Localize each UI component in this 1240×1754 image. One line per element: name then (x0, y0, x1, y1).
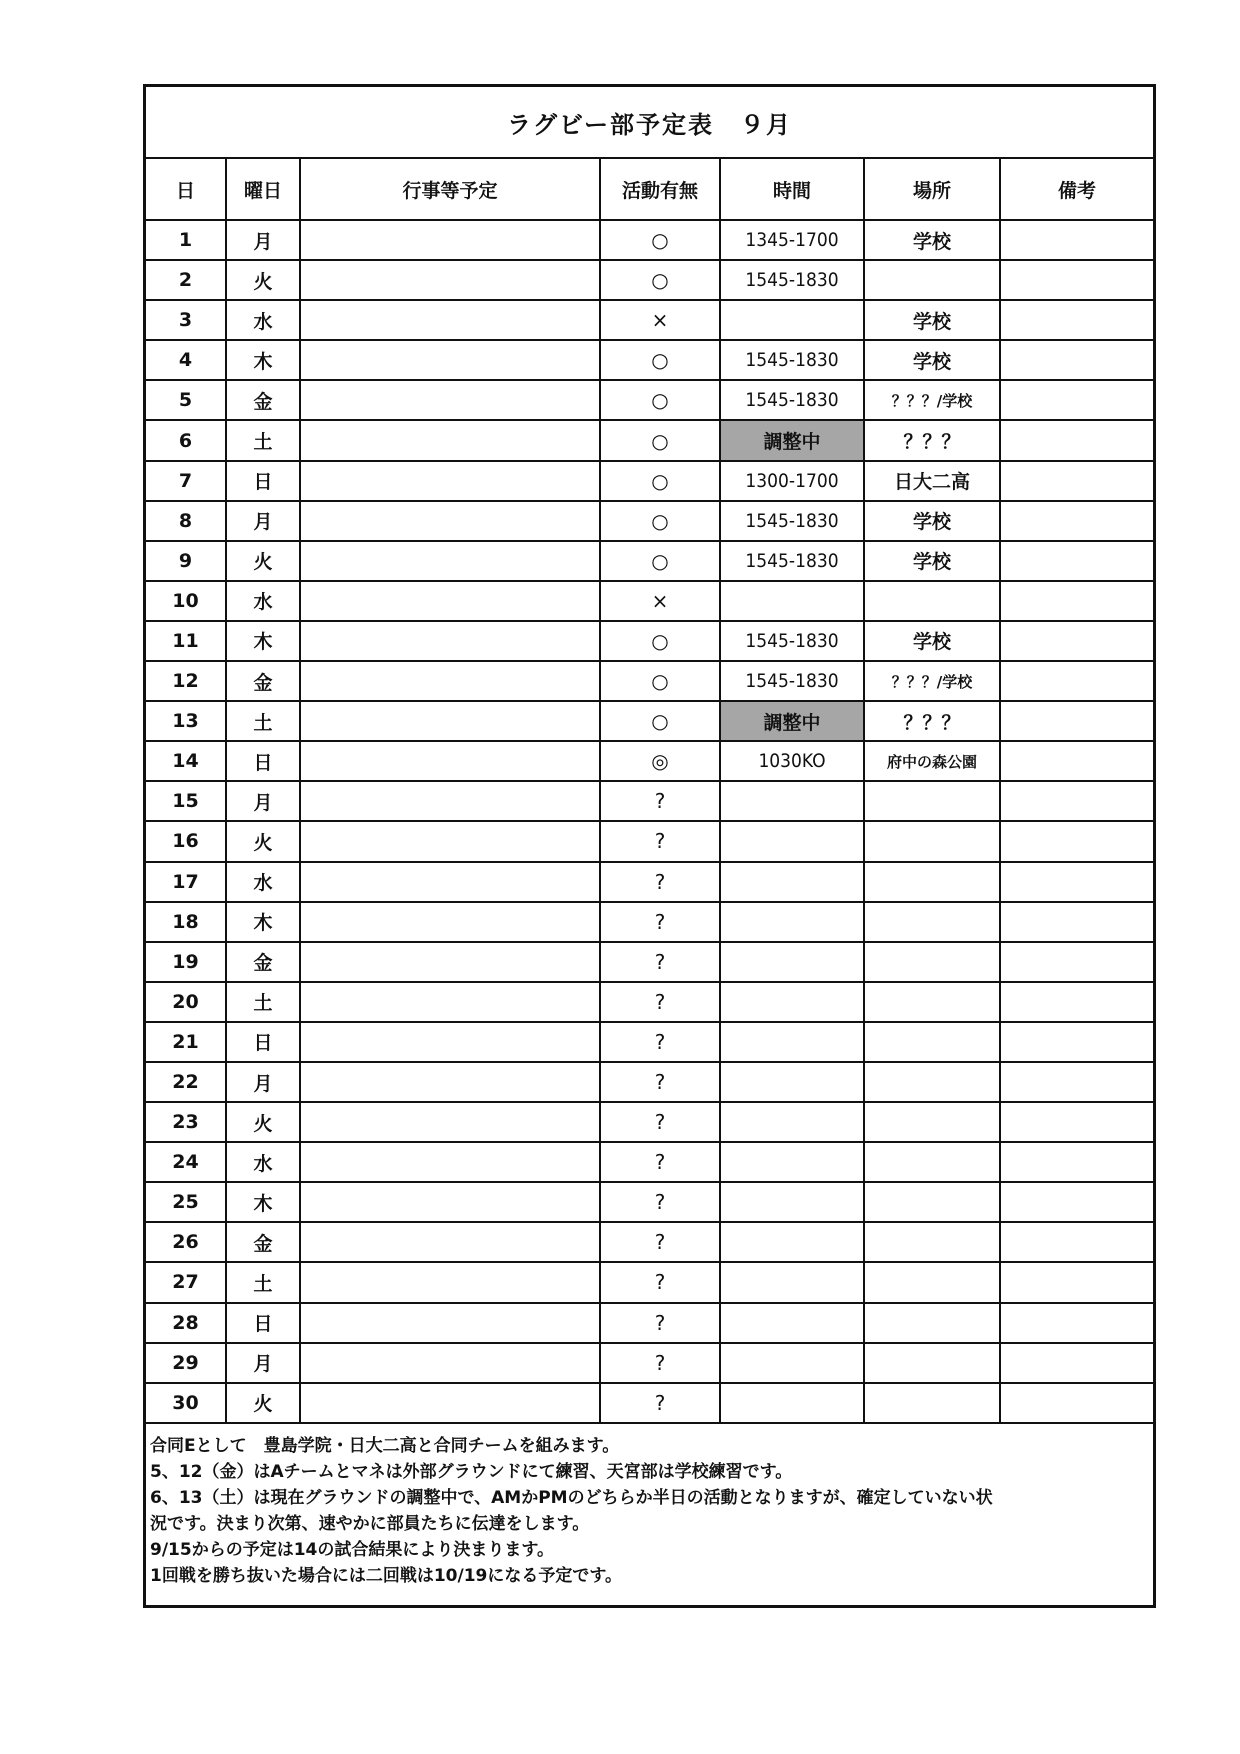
cell-place: ？？？ (864, 701, 1000, 741)
cell-note (1000, 781, 1153, 821)
cell-activity: ? (600, 862, 720, 902)
cell-event (300, 821, 600, 861)
cell-time (720, 1142, 864, 1182)
note-line: 合同Eとして 豊島学院・日大二高と合同チームを組みます。 (150, 1436, 620, 1456)
cell-time: 1545-1830 (720, 380, 864, 420)
cell-note (1000, 942, 1153, 982)
cell-note (1000, 300, 1153, 340)
cell-note (1000, 621, 1153, 661)
cell-place (864, 1343, 1000, 1383)
cell-time: 1545-1830 (720, 340, 864, 380)
cell-note (1000, 821, 1153, 861)
cell-activity: ○ (600, 380, 720, 420)
table-row (146, 1142, 1153, 1182)
cell-weekday: 月 (226, 220, 300, 260)
cell-place (864, 1142, 1000, 1182)
cell-weekday: 木 (226, 902, 300, 942)
cell-weekday: 金 (226, 942, 300, 982)
cell-place: 日大二高 (864, 461, 1000, 501)
cell-weekday: 月 (226, 1343, 300, 1383)
cell-time: 1545-1830 (720, 661, 864, 701)
cell-activity: ? (600, 1303, 720, 1343)
header-note: 備考 (1000, 159, 1153, 220)
cell-note (1000, 1102, 1153, 1142)
cell-place (864, 1383, 1000, 1423)
cell-weekday: 土 (226, 420, 300, 460)
note-line: 1回戦を勝ち抜いた場合には二回戦は10/19になる予定です。 (150, 1566, 622, 1586)
cell-event (300, 1222, 600, 1262)
cell-weekday: 日 (226, 1022, 300, 1062)
cell-weekday: 火 (226, 821, 300, 861)
cell-place: 学校 (864, 340, 1000, 380)
cell-place (864, 1303, 1000, 1343)
cell-day: 7 (146, 461, 226, 501)
cell-weekday: 月 (226, 1062, 300, 1102)
cell-day: 11 (146, 621, 226, 661)
cell-day: 25 (146, 1182, 226, 1222)
note-line: 6、13（土）は現在グラウンドの調整中で、AMかPMのどちらか半日の活動となりますが、確定していない状 (150, 1488, 993, 1508)
cell-day: 21 (146, 1022, 226, 1062)
cell-event (300, 982, 600, 1022)
cell-time (720, 942, 864, 982)
cell-note (1000, 1022, 1153, 1062)
table-row (146, 821, 1153, 861)
cell-note (1000, 1262, 1153, 1302)
cell-place: ？？？/学校 (864, 380, 1000, 420)
cell-day: 29 (146, 1343, 226, 1383)
cell-day: 1 (146, 220, 226, 260)
table-row (146, 1182, 1153, 1222)
cell-time: 1300-1700 (720, 461, 864, 501)
table-row (146, 380, 1153, 420)
table-row (146, 741, 1153, 781)
cell-activity: ○ (600, 661, 720, 701)
cell-time (720, 1102, 864, 1142)
cell-place (864, 1022, 1000, 1062)
cell-event (300, 741, 600, 781)
header-weekday: 曜日 (226, 159, 300, 220)
cell-place: ？？？/学校 (864, 661, 1000, 701)
cell-event (300, 781, 600, 821)
cell-time (720, 821, 864, 861)
cell-day: 23 (146, 1102, 226, 1142)
cell-place (864, 1182, 1000, 1222)
table-row (146, 902, 1153, 942)
cell-activity: ? (600, 1022, 720, 1062)
cell-note (1000, 340, 1153, 380)
cell-event (300, 1262, 600, 1302)
cell-activity: ? (600, 1182, 720, 1222)
table-row (146, 1343, 1153, 1383)
table-row (146, 1222, 1153, 1262)
cell-place: 学校 (864, 541, 1000, 581)
cell-event (300, 581, 600, 621)
cell-activity: ? (600, 1262, 720, 1302)
cell-note (1000, 541, 1153, 581)
cell-activity: ○ (600, 340, 720, 380)
cell-time (720, 1262, 864, 1302)
cell-day: 17 (146, 862, 226, 902)
cell-time (720, 1062, 864, 1102)
cell-note (1000, 661, 1153, 701)
cell-weekday: 木 (226, 340, 300, 380)
cell-activity: ? (600, 1343, 720, 1383)
cell-weekday: 日 (226, 741, 300, 781)
cell-event (300, 501, 600, 541)
cell-note (1000, 741, 1153, 781)
header-day: 日 (146, 159, 226, 220)
cell-day: 30 (146, 1383, 226, 1423)
cell-day: 27 (146, 1262, 226, 1302)
cell-weekday: 木 (226, 621, 300, 661)
table-row (146, 220, 1153, 260)
cell-place: 学校 (864, 220, 1000, 260)
cell-time (720, 1182, 864, 1222)
cell-weekday: 水 (226, 581, 300, 621)
table-row (146, 420, 1153, 460)
table-row (146, 541, 1153, 581)
table-row (146, 1102, 1153, 1142)
table-row (146, 621, 1153, 661)
cell-event (300, 300, 600, 340)
cell-note (1000, 1383, 1153, 1423)
cell-day: 10 (146, 581, 226, 621)
cell-day: 13 (146, 701, 226, 741)
cell-place (864, 982, 1000, 1022)
cell-time: 1545-1830 (720, 541, 864, 581)
cell-day: 5 (146, 380, 226, 420)
cell-time: 1545-1830 (720, 501, 864, 541)
cell-note (1000, 501, 1153, 541)
cell-note (1000, 701, 1153, 741)
note-line: 9/15からの予定は14の試合結果により決まります。 (150, 1540, 554, 1560)
page-title: ラグビー部予定表 ９月 (146, 87, 1153, 159)
cell-note (1000, 1182, 1153, 1222)
cell-note (1000, 902, 1153, 942)
cell-time: 1030KO (720, 741, 864, 781)
table-row (146, 340, 1153, 380)
cell-place (864, 1062, 1000, 1102)
cell-place: ？？？ (864, 420, 1000, 460)
cell-activity: ? (600, 1222, 720, 1262)
header-place: 場所 (864, 159, 1000, 220)
cell-event (300, 902, 600, 942)
cell-weekday: 日 (226, 461, 300, 501)
cell-activity: ○ (600, 701, 720, 741)
cell-activity: ? (600, 902, 720, 942)
cell-day: 16 (146, 821, 226, 861)
cell-time (720, 581, 864, 621)
cell-time (720, 982, 864, 1022)
cell-time (720, 1383, 864, 1423)
note-line: 5、12（金）はAチームとマネは外部グラウンドにて練習、天宮部は学校練習です。 (150, 1462, 793, 1482)
cell-day: 9 (146, 541, 226, 581)
cell-event (300, 1022, 600, 1062)
cell-event (300, 942, 600, 982)
cell-time (720, 1222, 864, 1262)
schedule-sheet (143, 84, 1156, 1608)
cell-place (864, 1102, 1000, 1142)
cell-activity: ○ (600, 621, 720, 661)
cell-time (720, 862, 864, 902)
table-row (146, 461, 1153, 501)
cell-activity: ○ (600, 420, 720, 460)
cell-activity: ○ (600, 461, 720, 501)
cell-weekday: 火 (226, 260, 300, 300)
cell-note (1000, 581, 1153, 621)
cell-event (300, 420, 600, 460)
cell-time (720, 1343, 864, 1383)
table-row (146, 661, 1153, 701)
cell-place (864, 1222, 1000, 1262)
cell-event (300, 1383, 600, 1423)
cell-event (300, 260, 600, 300)
cell-day: 6 (146, 420, 226, 460)
cell-activity: ○ (600, 260, 720, 300)
cell-activity: ? (600, 821, 720, 861)
cell-event (300, 1182, 600, 1222)
cell-time (720, 781, 864, 821)
cell-time: 調整中 (720, 701, 864, 741)
cell-day: 24 (146, 1142, 226, 1182)
cell-weekday: 金 (226, 1222, 300, 1262)
cell-weekday: 土 (226, 982, 300, 1022)
cell-event (300, 541, 600, 581)
table-row (146, 942, 1153, 982)
cell-day: 19 (146, 942, 226, 982)
cell-activity: ? (600, 781, 720, 821)
cell-place: 学校 (864, 501, 1000, 541)
cell-weekday: 火 (226, 1102, 300, 1142)
table-row (146, 982, 1153, 1022)
cell-weekday: 月 (226, 501, 300, 541)
cell-place (864, 260, 1000, 300)
cell-place: 府中の森公園 (864, 741, 1000, 781)
cell-activity: ? (600, 1062, 720, 1102)
cell-place (864, 581, 1000, 621)
cell-place (864, 862, 1000, 902)
cell-day: 8 (146, 501, 226, 541)
cell-activity: ○ (600, 501, 720, 541)
cell-time (720, 300, 864, 340)
cell-day: 26 (146, 1222, 226, 1262)
cell-event (300, 380, 600, 420)
schedule-table (146, 159, 1153, 1424)
cell-day: 3 (146, 300, 226, 340)
cell-event (300, 621, 600, 661)
cell-day: 15 (146, 781, 226, 821)
cell-weekday: 金 (226, 380, 300, 420)
cell-event (300, 1303, 600, 1343)
cell-activity: × (600, 581, 720, 621)
cell-place: 学校 (864, 300, 1000, 340)
cell-weekday: 水 (226, 862, 300, 902)
cell-place (864, 902, 1000, 942)
table-row (146, 1303, 1153, 1343)
cell-weekday: 金 (226, 661, 300, 701)
cell-place (864, 1262, 1000, 1302)
cell-note (1000, 862, 1153, 902)
cell-place (864, 942, 1000, 982)
table-row (146, 581, 1153, 621)
table-row (146, 781, 1153, 821)
cell-weekday: 土 (226, 1262, 300, 1302)
cell-weekday: 火 (226, 541, 300, 581)
cell-time: 1545-1830 (720, 621, 864, 661)
cell-time: 調整中 (720, 420, 864, 460)
cell-weekday: 火 (226, 1383, 300, 1423)
cell-place (864, 781, 1000, 821)
cell-note (1000, 260, 1153, 300)
cell-event (300, 461, 600, 501)
header-row (146, 159, 1153, 220)
cell-day: 28 (146, 1303, 226, 1343)
header-time: 時間 (720, 159, 864, 220)
table-row (146, 1022, 1153, 1062)
cell-event (300, 220, 600, 260)
cell-day: 18 (146, 902, 226, 942)
cell-activity: ? (600, 942, 720, 982)
cell-day: 14 (146, 741, 226, 781)
cell-note (1000, 461, 1153, 501)
cell-activity: ○ (600, 220, 720, 260)
cell-note (1000, 380, 1153, 420)
cell-note (1000, 1222, 1153, 1262)
cell-weekday: 月 (226, 781, 300, 821)
cell-event (300, 1102, 600, 1142)
cell-activity: ○ (600, 541, 720, 581)
cell-weekday: 水 (226, 1142, 300, 1182)
cell-day: 22 (146, 1062, 226, 1102)
cell-time (720, 902, 864, 942)
cell-weekday: 木 (226, 1182, 300, 1222)
cell-note (1000, 1303, 1153, 1343)
header-activity: 活動有無 (600, 159, 720, 220)
cell-activity: ◎ (600, 741, 720, 781)
cell-event (300, 661, 600, 701)
cell-note (1000, 1142, 1153, 1182)
cell-event (300, 1062, 600, 1102)
table-row (146, 1383, 1153, 1423)
cell-note (1000, 1343, 1153, 1383)
cell-event (300, 1142, 600, 1182)
cell-note (1000, 982, 1153, 1022)
cell-weekday: 水 (226, 300, 300, 340)
cell-time: 1545-1830 (720, 260, 864, 300)
cell-time (720, 1303, 864, 1343)
table-row (146, 1262, 1153, 1302)
table-row (146, 862, 1153, 902)
cell-activity: ? (600, 1383, 720, 1423)
cell-weekday: 土 (226, 701, 300, 741)
cell-note (1000, 220, 1153, 260)
note-line: 況です。決まり次第、速やかに部員たちに伝達をします。 (150, 1514, 590, 1534)
cell-place (864, 821, 1000, 861)
cell-day: 4 (146, 340, 226, 380)
cell-time (720, 1022, 864, 1062)
table-row (146, 501, 1153, 541)
table-row (146, 701, 1153, 741)
cell-event (300, 701, 600, 741)
table-row (146, 260, 1153, 300)
cell-activity: × (600, 300, 720, 340)
cell-event (300, 340, 600, 380)
cell-activity: ? (600, 1142, 720, 1182)
cell-event (300, 862, 600, 902)
cell-note (1000, 1062, 1153, 1102)
cell-activity: ? (600, 1102, 720, 1142)
cell-place: 学校 (864, 621, 1000, 661)
cell-event (300, 1343, 600, 1383)
header-event: 行事等予定 (300, 159, 600, 220)
cell-day: 20 (146, 982, 226, 1022)
cell-day: 12 (146, 661, 226, 701)
cell-weekday: 日 (226, 1303, 300, 1343)
cell-day: 2 (146, 260, 226, 300)
cell-time: 1345-1700 (720, 220, 864, 260)
cell-activity: ? (600, 982, 720, 1022)
table-row (146, 300, 1153, 340)
table-row (146, 1062, 1153, 1102)
notes-section (146, 1421, 1153, 1589)
cell-note (1000, 420, 1153, 460)
